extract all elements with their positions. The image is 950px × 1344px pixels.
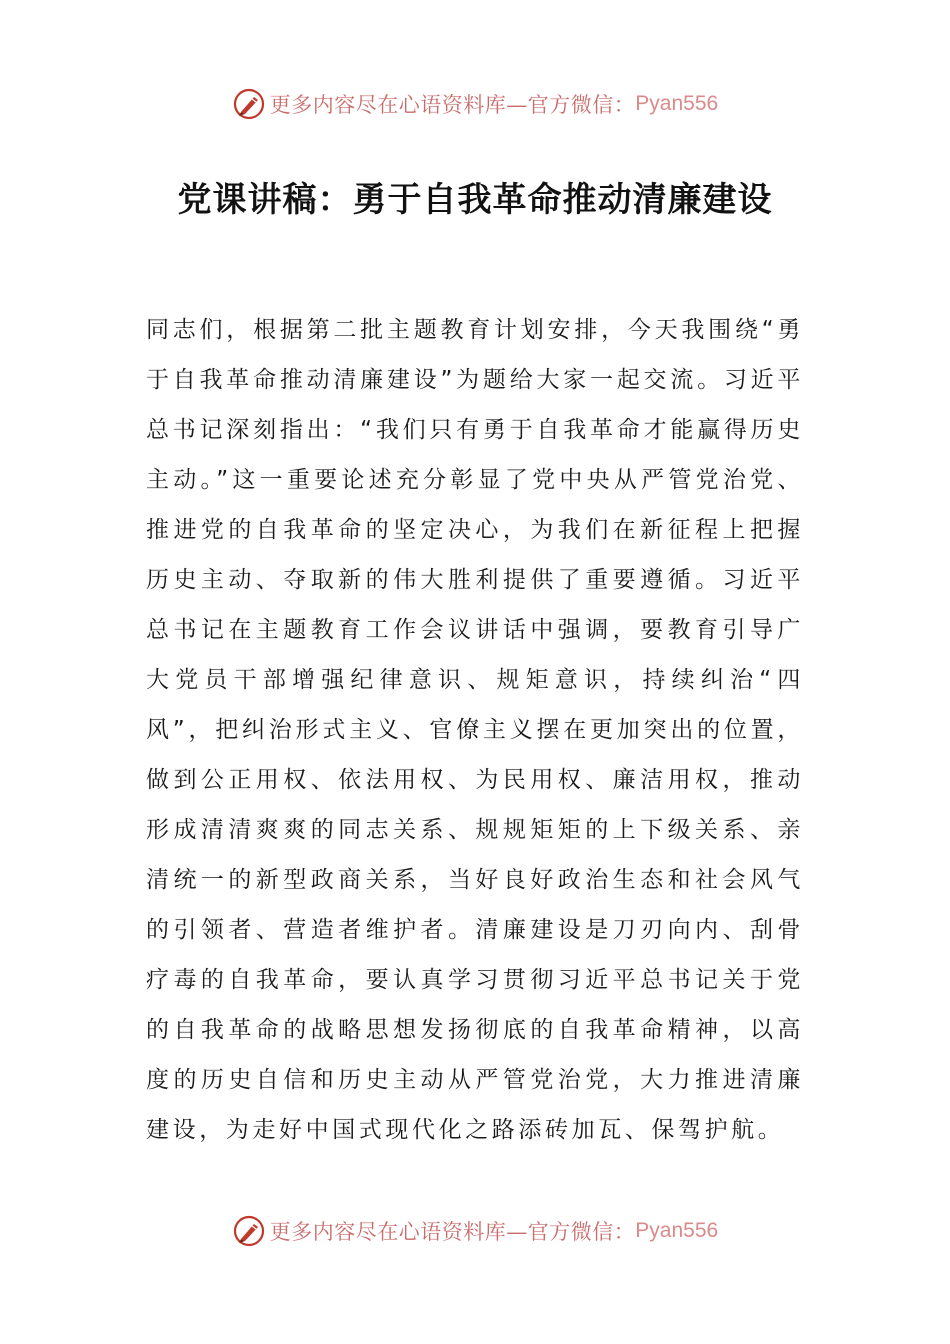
document-title: 党课讲稿：勇于自我革命推动清廉建设 <box>177 180 773 220</box>
pen-logo-icon <box>232 87 266 121</box>
pen-logo-icon <box>232 1214 266 1248</box>
header-watermark <box>0 84 950 124</box>
watermark-wechat-id: Pyan556 <box>635 92 719 115</box>
watermark-text: 更多内容尽在心语资料库—官方微信： <box>269 93 636 117</box>
document-body: 同志们，根据第二批主题教育计划安排，今天我围绕“勇于自我革命推动清廉建设”为题给大家一起交流。习近平总书记深刻指出：“我们只有勇于自我革命才能赢得历史主动。”这一重要论述充分彰显了党中央从严管党治党、推进党的自我革命的坚定决心，为我们在新征程上把握历史主动、夺取新的伟大胜利提供了重要遵循。习近平总书记在主题教育工作会议讲话中强调，要教育引导广大党员干部增强纪律意识、规矩意识，持续纠治“四风”，把纠治形式主义、官僚主义摆在更加突出的位置，做到公正用权、依法用权、为民用权、廉洁用权，推动形成清清爽爽的同志关系、规规矩矩的上下级关系、亲清统一的新型政商关系，当好良好政治生态和社会风气的引领者、营造者维护者。清廉建设是刀刃向内、刮骨疗毒的自我革命，要认真学习贯彻习近平总书记关于党的自我革命的战略思想发扬彻底的自我革命精神，以高度的历史自信和历史主动从严管党治党，大力推进清廉建设，为走好中国式现代化之路添砖加瓦、保驾护航。 <box>146 317 804 1143</box>
watermark-text: 更多内容尽在心语资料库—官方微信： <box>269 1220 636 1244</box>
watermark-wechat-id: Pyan556 <box>635 1219 719 1242</box>
footer-watermark <box>0 1211 950 1251</box>
